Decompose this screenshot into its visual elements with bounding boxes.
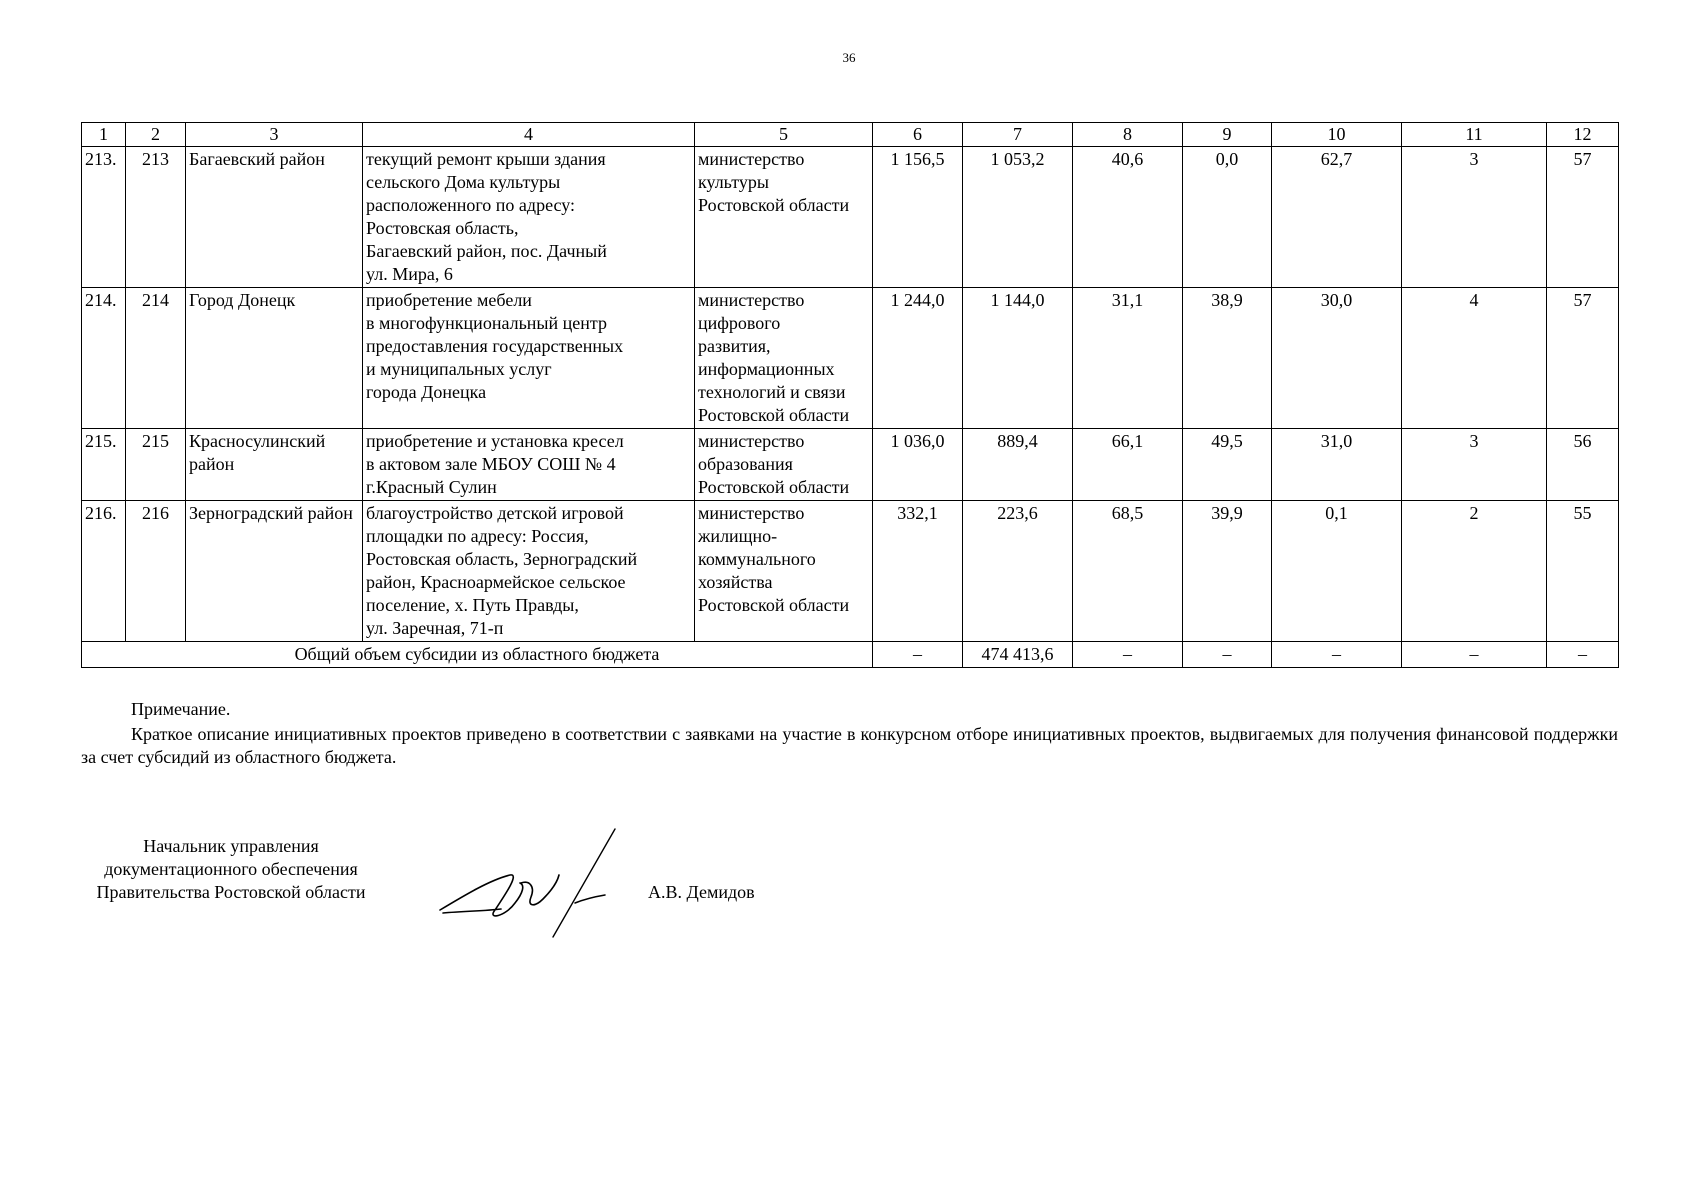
- project-description-line: и муниципальных услуг: [366, 359, 552, 379]
- value-cell-c7: 1 144,0: [963, 288, 1073, 429]
- total-label: Общий объем субсидии из областного бюджета: [82, 642, 873, 668]
- column-header: 10: [1272, 123, 1402, 147]
- signer-position-line: документационного обеспечения: [104, 859, 358, 879]
- value-cell-c10: 0,1: [1272, 501, 1402, 642]
- total-cell: –: [1547, 642, 1619, 668]
- value-cell-c12: 57: [1547, 147, 1619, 288]
- row-id: 214: [126, 288, 186, 429]
- value-cell-c6: 1 036,0: [873, 429, 963, 501]
- column-header: 5: [695, 123, 873, 147]
- note-title: Примечание.: [131, 699, 231, 719]
- row-number: 215.: [82, 429, 126, 501]
- ministry-name-line: министерство: [698, 149, 805, 169]
- value-cell-c11: 3: [1402, 147, 1547, 288]
- value-cell-c9: 49,5: [1183, 429, 1272, 501]
- value-cell-c11: 4: [1402, 288, 1547, 429]
- project-description-line: расположенного по адресу:: [366, 195, 576, 215]
- project-description-line: текущий ремонт крыши здания: [366, 149, 606, 169]
- project-description-line: приобретение мебели: [366, 290, 532, 310]
- project-description: [363, 501, 695, 642]
- project-description-line: площадки по адресу: Россия,: [366, 526, 589, 546]
- project-description: [363, 147, 695, 288]
- column-header: 2: [126, 123, 186, 147]
- value-cell-c10: 31,0: [1272, 429, 1402, 501]
- ministry-name-line: министерство: [698, 503, 805, 523]
- column-header: 4: [363, 123, 695, 147]
- ministry-name: [695, 147, 873, 288]
- total-cell: –: [1272, 642, 1402, 668]
- value-cell-c8: 31,1: [1073, 288, 1183, 429]
- district-name: Город Донецк: [186, 288, 363, 429]
- value-cell-c11: 3: [1402, 429, 1547, 501]
- value-cell-c8: 66,1: [1073, 429, 1183, 501]
- total-cell: –: [1183, 642, 1272, 668]
- page-number: 36: [842, 50, 856, 65]
- project-description: [363, 429, 695, 501]
- value-cell-c8: 68,5: [1073, 501, 1183, 642]
- value-cell-c9: 38,9: [1183, 288, 1272, 429]
- column-header: 9: [1183, 123, 1272, 147]
- signer-name: А.В. Демидов: [648, 882, 755, 902]
- table-row: [82, 147, 1619, 288]
- project-description-line: Багаевский район, пос. Дачный: [366, 241, 607, 261]
- ministry-name-line: технологий и связи: [698, 382, 846, 402]
- value-cell-c12: 57: [1547, 288, 1619, 429]
- project-description-line: Ростовская область, Зерноградский: [366, 549, 638, 569]
- total-cell: –: [1402, 642, 1547, 668]
- signer-position-line: Начальник управления: [143, 836, 319, 856]
- row-number: 213.: [82, 147, 126, 288]
- note-block: [81, 698, 1618, 769]
- column-header: 6: [873, 123, 963, 147]
- ministry-name-line: информационных: [698, 359, 835, 379]
- project-description-line: ул. Заречная, 71-п: [366, 618, 504, 638]
- value-cell-c10: 62,7: [1272, 147, 1402, 288]
- value-cell-c9: 39,9: [1183, 501, 1272, 642]
- signer-position: [81, 835, 381, 904]
- ministry-name-line: культуры: [698, 172, 769, 192]
- column-header: 8: [1073, 123, 1183, 147]
- value-cell-c6: 1 156,5: [873, 147, 963, 288]
- signer-position-line: Правительства Ростовской области: [96, 882, 366, 902]
- ministry-name-line: Ростовской области: [698, 405, 850, 425]
- total-amount: 474 413,6: [963, 642, 1073, 668]
- column-header: 12: [1547, 123, 1619, 147]
- project-description-line: г.Красный Сулин: [366, 477, 497, 497]
- value-cell-c7: 223,6: [963, 501, 1073, 642]
- project-description-line: благоустройство детской игровой: [366, 503, 624, 523]
- project-description-line: район, Красноармейское сельское: [366, 572, 626, 592]
- handwritten-signature: [435, 825, 620, 940]
- row-id: 216: [126, 501, 186, 642]
- value-cell-c11: 2: [1402, 501, 1547, 642]
- project-description-line: в актовом зале МБОУ СОШ № 4: [366, 454, 616, 474]
- ministry-name-line: Ростовской области: [698, 595, 850, 615]
- district-name: Красносулинский район: [186, 429, 363, 501]
- ministry-name-line: Ростовской области: [698, 477, 850, 497]
- column-header: 11: [1402, 123, 1547, 147]
- project-description-line: предоставления государственных: [366, 336, 624, 356]
- value-cell-c6: 332,1: [873, 501, 963, 642]
- ministry-name-line: развития,: [698, 336, 771, 356]
- ministry-name-line: коммунального: [698, 549, 816, 569]
- district-name: Зерноградский район: [186, 501, 363, 642]
- table-header-row: [82, 123, 1619, 147]
- value-cell-c7: 1 053,2: [963, 147, 1073, 288]
- ministry-name: [695, 429, 873, 501]
- ministry-name-line: цифрового: [698, 313, 781, 333]
- ministry-name-line: образования: [698, 454, 793, 474]
- project-description-line: приобретение и установка кресел: [366, 431, 624, 451]
- project-description-line: города Донецка: [366, 382, 487, 402]
- project-description-line: Ростовская область,: [366, 218, 519, 238]
- ministry-name-line: жилищно-: [698, 526, 778, 546]
- project-description-line: поселение, х. Путь Правды,: [366, 595, 579, 615]
- table-row: [82, 501, 1619, 642]
- ministry-name-line: хозяйства: [698, 572, 773, 592]
- project-description-line: в многофункциональный центр: [366, 313, 607, 333]
- ministry-name: [695, 288, 873, 429]
- total-cell: –: [1073, 642, 1183, 668]
- value-cell-c12: 55: [1547, 501, 1619, 642]
- ministry-name: [695, 501, 873, 642]
- table-row: [82, 429, 1619, 501]
- project-description-line: сельского Дома культуры: [366, 172, 561, 192]
- value-cell-c12: 56: [1547, 429, 1619, 501]
- project-description-line: ул. Мира, 6: [366, 264, 453, 284]
- district-name: Багаевский район: [186, 147, 363, 288]
- value-cell-c9: 0,0: [1183, 147, 1272, 288]
- value-cell-c8: 40,6: [1073, 147, 1183, 288]
- column-header: 7: [963, 123, 1073, 147]
- row-number: 216.: [82, 501, 126, 642]
- column-header: 1: [82, 123, 126, 147]
- row-id: 215: [126, 429, 186, 501]
- table-row: [82, 288, 1619, 429]
- total-row: [82, 642, 1619, 668]
- subsidy-table: [81, 122, 1619, 668]
- row-number: 214.: [82, 288, 126, 429]
- note-body: Краткое описание инициативных проектов приведено в соответствии с заявками на участие в конкурсном отборе инициативных проектов, выдвигаемых для получения финансовой поддержки за счет субсидий из областного бюджета.: [81, 724, 1618, 767]
- column-header: 3: [186, 123, 363, 147]
- ministry-name-line: министерство: [698, 290, 805, 310]
- value-cell-c7: 889,4: [963, 429, 1073, 501]
- ministry-name-line: Ростовской области: [698, 195, 850, 215]
- value-cell-c6: 1 244,0: [873, 288, 963, 429]
- row-id: 213: [126, 147, 186, 288]
- value-cell-c10: 30,0: [1272, 288, 1402, 429]
- project-description: [363, 288, 695, 429]
- total-cell: –: [873, 642, 963, 668]
- ministry-name-line: министерство: [698, 431, 805, 451]
